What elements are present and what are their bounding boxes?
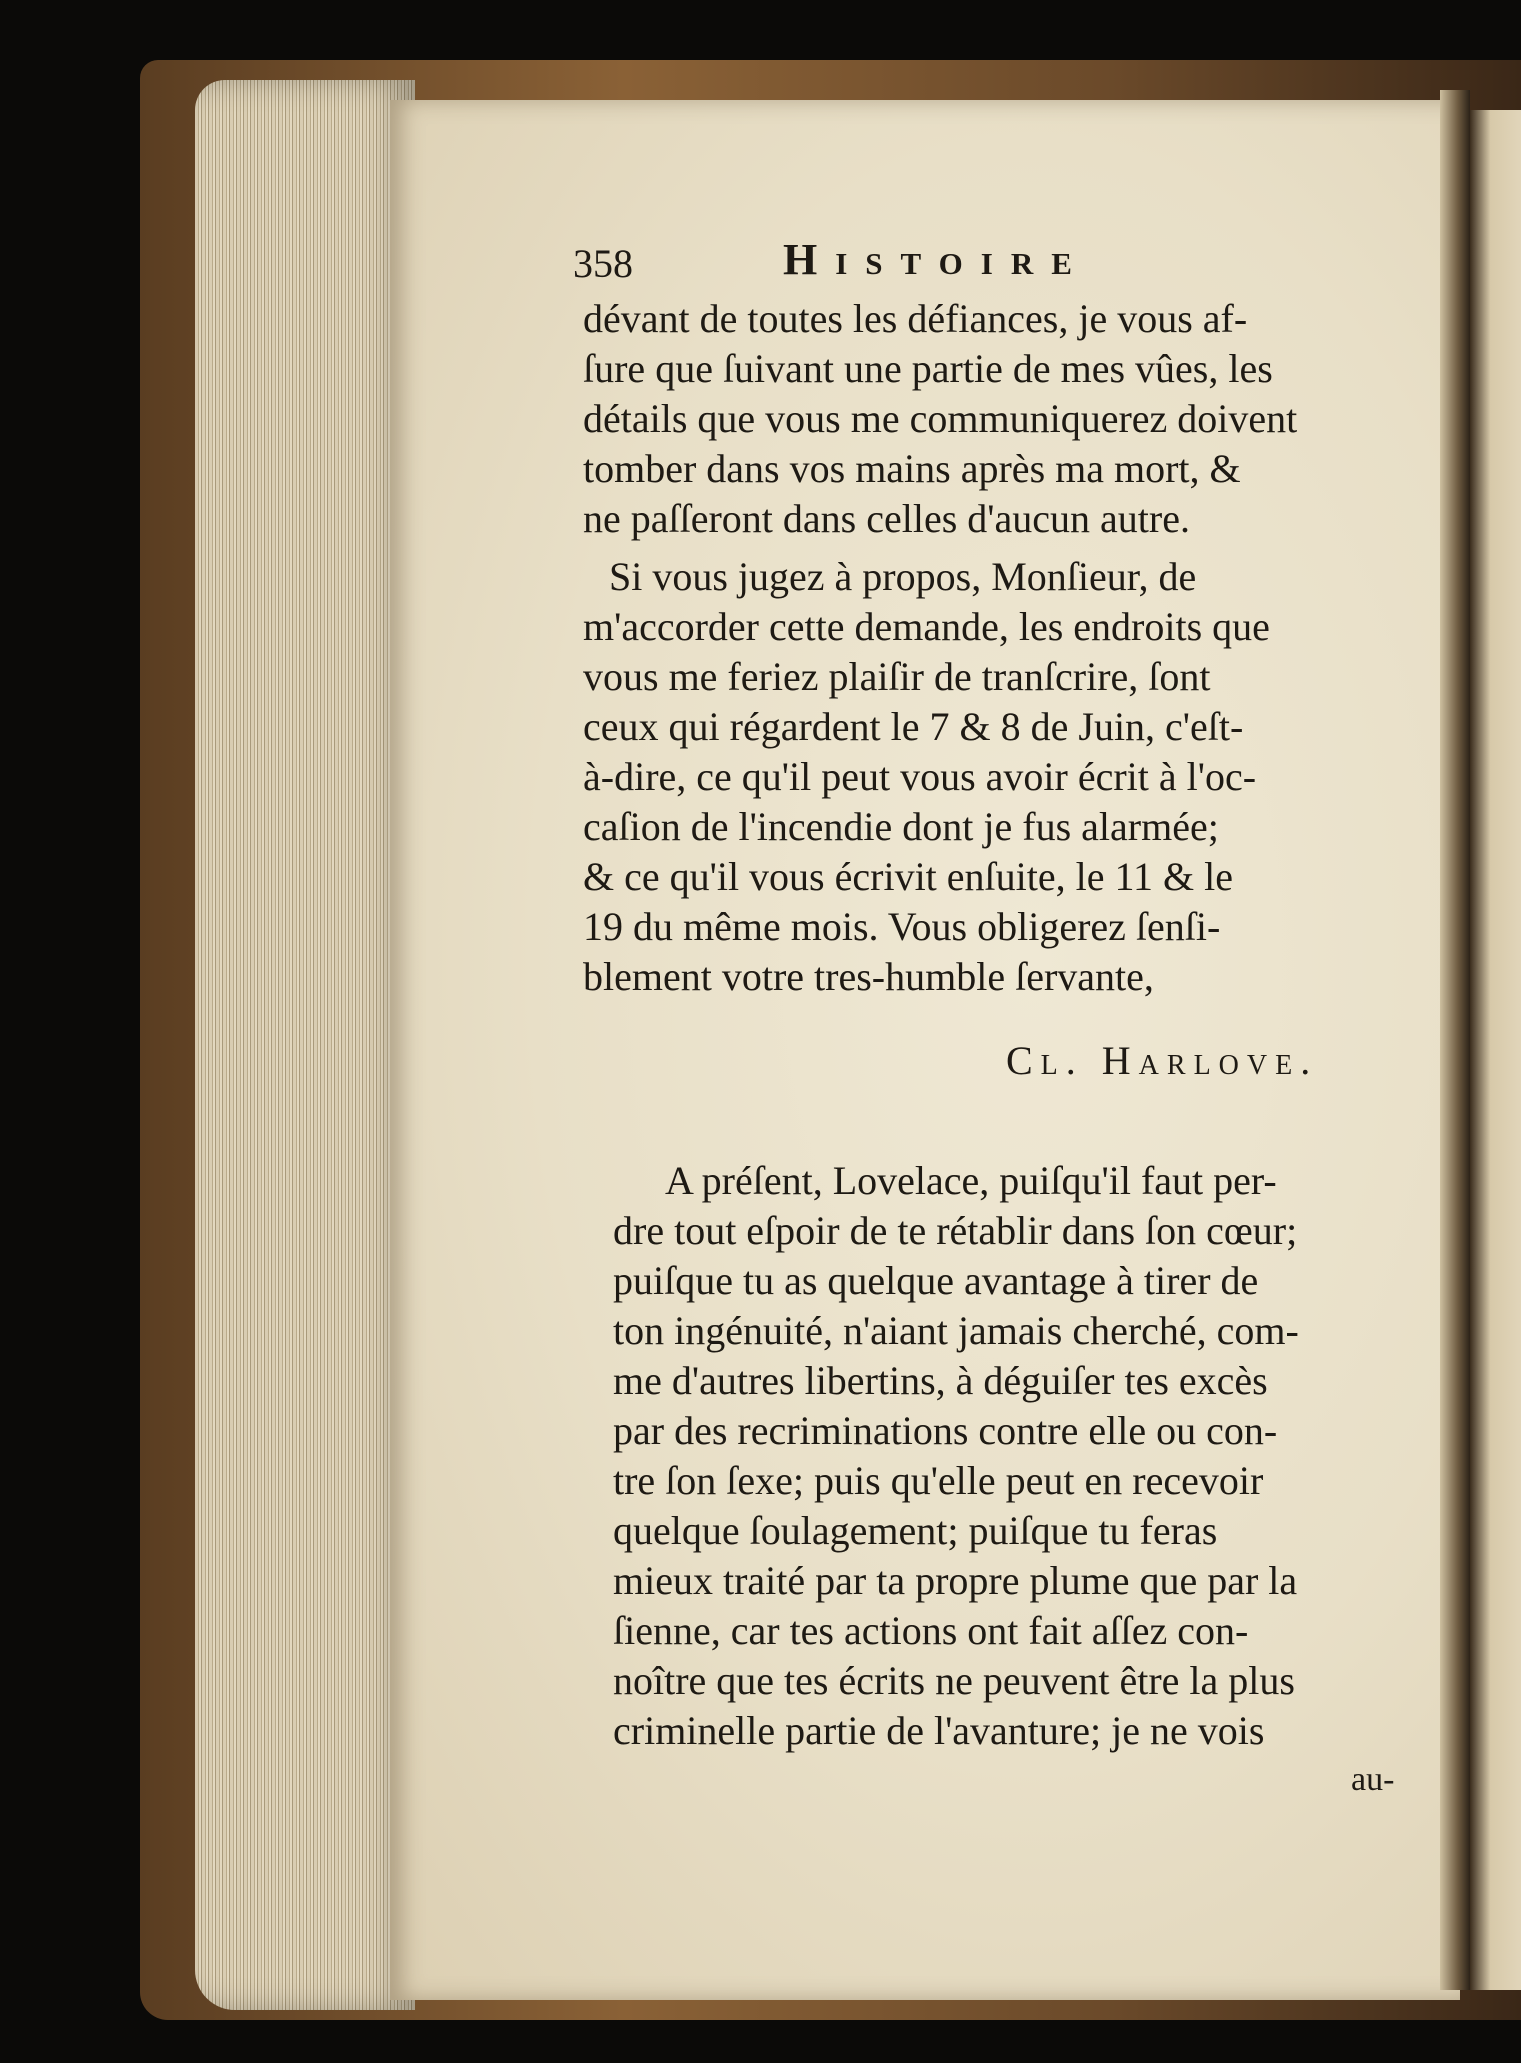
text-line: mieux traité par ta propre plume que par la — [613, 1558, 1298, 1603]
text-line: à-dire, ce qu'il peut vous avoir écrit à l'oc- — [583, 754, 1257, 799]
text-line: ne paſſeront dans celles d'aucun autre. — [583, 496, 1190, 541]
text-line: ſienne, car tes actions ont fait aſſez con- — [613, 1608, 1249, 1653]
text-line: A préſent, Lovelace, puiſqu'il faut per- — [665, 1158, 1277, 1203]
paragraph-2 — [583, 552, 1373, 1002]
text-line: noître que tes écrits ne peuvent être la plus — [613, 1658, 1295, 1703]
text-line: ceux qui régardent le 7 & 8 de Juin, c'eſt- — [583, 704, 1244, 749]
text-line: par des recriminations contre elle ou con- — [613, 1408, 1278, 1453]
text-line: vous me feriez plaiſir de tranſcrire, ſont — [583, 654, 1211, 699]
text-line: criminelle partie de l'avanture; je ne vois — [613, 1708, 1265, 1753]
text-line: détails que vous me communiquerez doivent — [583, 396, 1298, 441]
facing-page-edge — [1470, 110, 1521, 1990]
text-line: tomber dans vos mains après ma mort, & — [583, 446, 1241, 491]
text-line: 19 du même mois. Vous obligerez ſenſi- — [583, 904, 1221, 949]
page-text — [573, 232, 1395, 1800]
running-title: Histoire — [783, 235, 1090, 284]
text-line: Si vous jugez à propos, Monſieur, de — [609, 554, 1197, 599]
signature: Cl. Harlove. — [1006, 1038, 1319, 1083]
page-edges — [195, 80, 415, 2010]
text-line: & ce qu'il vous écrivit enſuite, le 11 & le — [583, 854, 1233, 899]
paragraph-1 — [583, 294, 1373, 544]
text-line: caſion de l'incendie dont je fus alarmée; — [583, 804, 1219, 849]
text-line: puiſque tu as quelque avantage à tirer de — [613, 1258, 1259, 1303]
text-line: blement votre tres-humble ſervante, — [583, 954, 1154, 999]
text-line: quelque ſoulagement; puiſque tu feras — [613, 1508, 1218, 1553]
text-line: dévant de toutes les défiances, je vous af- — [583, 296, 1248, 341]
text-line: ſure que ſuivant une partie de mes vûes, les — [583, 346, 1273, 391]
running-head — [573, 232, 1373, 294]
book-gutter — [1440, 90, 1470, 1990]
text-line: ton ingénuité, n'aiant jamais cherché, com- — [613, 1308, 1299, 1353]
catchword: au- — [1351, 1761, 1395, 1798]
text-line: m'accorder cette demande, les endroits que — [583, 604, 1270, 649]
text-line: me d'autres libertins, à déguiſer tes excès — [613, 1358, 1268, 1403]
text-line: tre ſon ſexe; puis qu'elle peut en recevoir — [613, 1458, 1264, 1503]
page-number: 358 — [573, 241, 633, 286]
paragraph-3 — [583, 1156, 1373, 1756]
text-line: dre tout eſpoir de te rétablir dans ſon cœur; — [613, 1208, 1298, 1253]
